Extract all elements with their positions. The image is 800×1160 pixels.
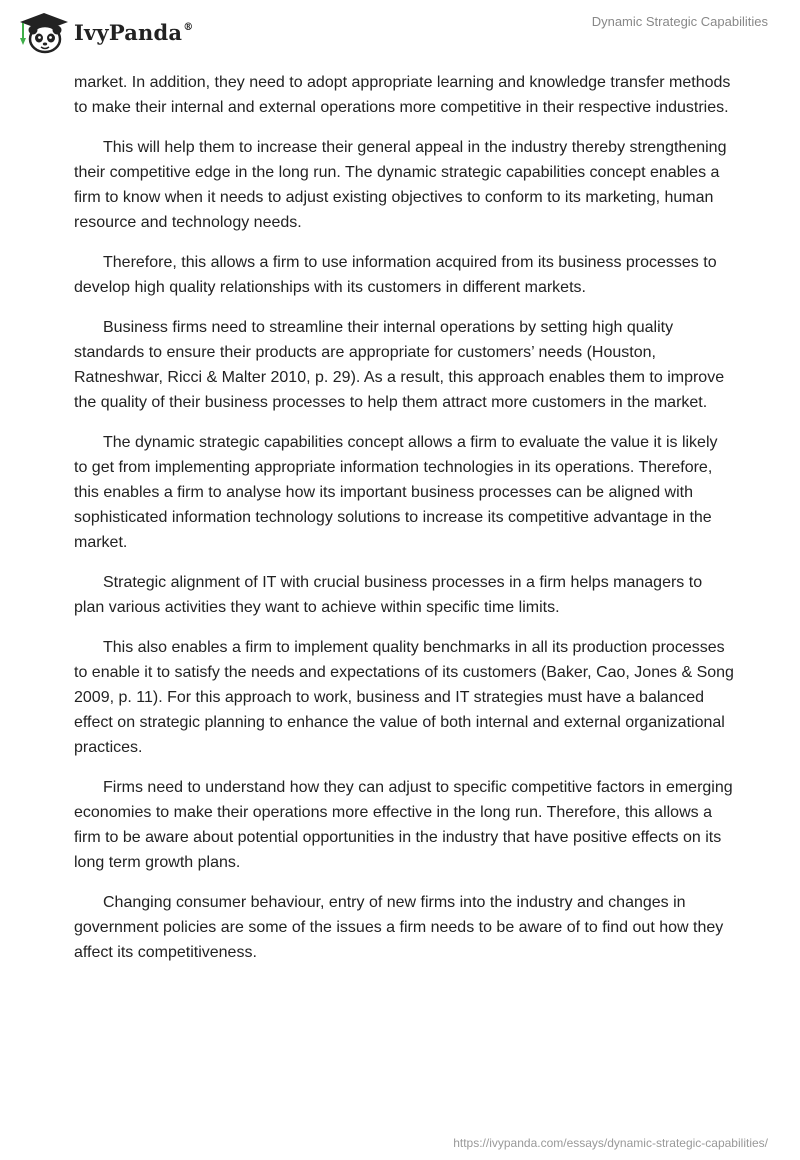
paragraph: Business firms need to streamline their internal operations by setting high quality standards to ensure their products are appropriate for customers’ needs (Houston, Ratneshwar, Ricci & Malter 2010, p. 29). As a result, this approach enables them to improve the quality of their business processes to help them attract more customers in the market. <box>74 319 725 411</box>
paragraph: Changing consumer behaviour, entry of new firms into the industry and changes in government policies are some of the issues a firm needs to be aware of to find out how they affect its competitiveness. <box>74 894 724 961</box>
paragraph: Strategic alignment of IT with crucial business processes in a firm helps managers to plan various activities they want to achieve within specific time limits. <box>74 574 703 616</box>
essay-body <box>74 70 734 980</box>
ivypanda-logo[interactable] <box>14 8 194 56</box>
paragraph: This will help them to increase their general appeal in the industry thereby strengthening their competitive edge in the long run. The dynamic strategic capabilities concept enables a firm to know when it needs to adjust existing objectives to conform to its marketing, human resource and technology needs. <box>74 139 727 231</box>
registered-mark: ® <box>183 21 194 33</box>
paragraph: This also enables a firm to implement quality benchmarks in all its production processes to enable it to satisfy the needs and expectations of its customers (Baker, Cao, Jones & Song 2009, p. 11). For this approach to work, business and IT strategies must have a balanced effect on strategic planning to enhance the value of both internal and external organizational practices. <box>74 639 734 756</box>
paragraph: Therefore, this allows a firm to use information acquired from its business processes to develop high quality relationships with its customers in different markets. <box>74 254 717 296</box>
page-header <box>0 0 800 70</box>
paragraph: The dynamic strategic capabilities concept allows a firm to evaluate the value it is likely to get from implementing appropriate information technologies in its operations. Therefore, this enables a firm to analyse how its important business processes can be aligned with sophisticated information technology solutions to increase its competitive advantage in the market. <box>74 434 718 551</box>
brand-name-text: IvyPanda <box>74 19 183 45</box>
panda-graduation-cap-icon <box>14 8 70 56</box>
paragraph: market. In addition, they need to adopt appropriate learning and knowledge transfer methods to make their internal and external operations more competitive in their respective industries. <box>74 74 731 116</box>
document-title: Dynamic Strategic Capabilities <box>591 14 768 29</box>
brand-name <box>74 20 193 45</box>
source-url-link[interactable]: https://ivypanda.com/essays/dynamic-strategic-capabilities/ <box>453 1136 768 1150</box>
paragraph: Firms need to understand how they can adjust to specific competitive factors in emerging economies to make their operations more effective in the long run. Therefore, this allows a firm to be aware about potential opportunities in the industry that have positive effects on its long term growth plans. <box>74 779 733 871</box>
